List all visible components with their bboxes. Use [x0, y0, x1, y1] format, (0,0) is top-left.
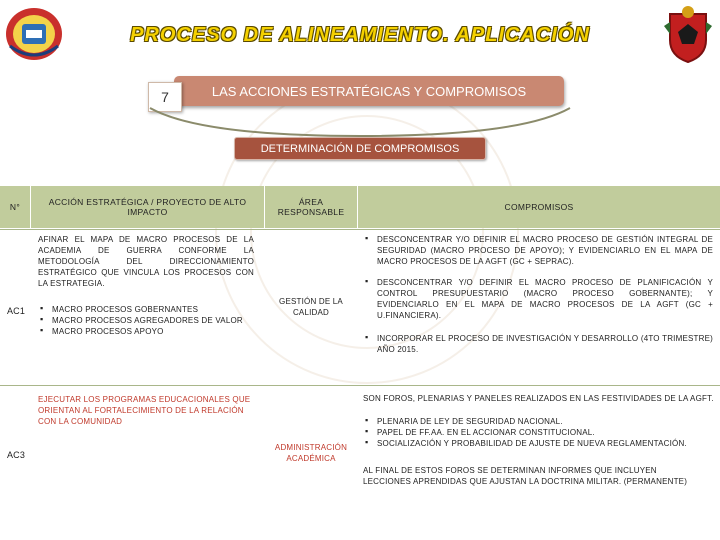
- commitments-intro: SON FOROS, PLENARIAS Y PANELES REALIZADOS EN LAS FESTIVIDADES DE LA AGFT.: [363, 394, 714, 403]
- list-item: ▪ MACRO PROCESOS APOYO: [38, 326, 258, 337]
- column-header-commitments: COMPROMISOS: [358, 186, 720, 228]
- column-header-area: ÁREA RESPONSABLE: [265, 186, 357, 228]
- list-item: ▪ PAPEL DE FF.AA. EN EL ACCIONAR CONSTITUCIONAL.: [363, 427, 713, 438]
- sub-banner-label: DETERMINACIÓN DE COMPROMISOS: [260, 142, 460, 155]
- commitments-list: [363, 416, 713, 449]
- row-divider: [0, 385, 720, 386]
- list-item: ▪ MACRO PROCESOS GOBERNANTES: [38, 304, 258, 315]
- row-divider: [0, 229, 720, 230]
- army-shield-logo-right: [660, 4, 716, 64]
- action-text: AFINAR EL MAPA DE MACRO PROCESOS DE LA ACADEMIA DE GUERRA CONFORME LA METODOLOGÍA DEL DIRECCIONAMIENTO ESTRATÉGICO QUE VINCULA LOS PROCESOS CON LA ESTRATEGIA.: [38, 235, 254, 288]
- column-header-action: ACCIÓN ESTRATÉGICA / PROYECTO DE ALTO IMPACTO: [31, 186, 264, 228]
- area-responsible: GESTIÓN DE LA CALIDAD: [279, 297, 343, 317]
- step-banner: [174, 76, 564, 106]
- step-number: 7: [161, 89, 169, 105]
- area-responsible: ADMINISTRACIÓN ACADÉMICA: [274, 443, 348, 463]
- column-header-number: N°: [0, 186, 30, 228]
- list-item: ▪ MACRO PROCESOS AGREGADORES DE VALOR: [38, 315, 258, 326]
- row-id: AC3: [6, 450, 26, 460]
- list-item: ▪ INCORPORAR EL PROCESO DE INVESTIGACIÓN Y DESARROLLO (4TO TRIMESTRE) AÑO 2015.: [363, 333, 713, 355]
- commitments-outro: AL FINAL DE ESTOS FOROS SE DETERMINAN INFORMES QUE INCLUYEN LECCIONES APRENDIDAS QUE AJUSTAN LA DOCTRINA MILITAR. (PERMANENTE): [363, 466, 688, 486]
- list-item: ▪ SOCIALIZACIÓN Y PROBABILIDAD DE AJUSTE DE NUEVA REGLAMENTACIÓN.: [363, 438, 713, 449]
- list-item: ▪ DESCONCENTRAR Y/O DEFINIR EL MACRO PROCESO DE GESTIÓN INTEGRAL DE SEGURIDAD (MACRO PROCESO DE APOYO); Y EVIDENCIARLO EN EL MAPA DE MACRO PROCESOS DE LA AGFT (GC + SEPRAC).: [363, 234, 713, 267]
- list-item: ▪ DESCONCENTRAR Y/O DEFINIR EL MACRO PROCESO DE PLANIFICACIÓN Y CONTROL PRESUPUESTARIO (MACRO PROCESO GOBERNANTE); Y EVIDENCIARLO EN EL MAPA DE MACRO PROCESOS DE LA AGFT (GC + U.FINANCIERA).: [363, 277, 713, 321]
- step-banner-label: LAS ACCIONES ESTRATÉGICAS Y COMPROMISOS: [211, 83, 527, 99]
- row-id: AC1: [6, 306, 26, 316]
- commitments-table: [0, 186, 720, 540]
- page-title: PROCESO DE ALINEAMIENTO. APLICACIÓN: [130, 24, 590, 46]
- action-bullet-list: [38, 304, 258, 337]
- sub-banner: [234, 137, 486, 160]
- list-item: ▪ PLENARIA DE LEY DE SEGURIDAD NACIONAL.: [363, 416, 713, 427]
- commitments-list: [363, 234, 713, 355]
- action-text: EJECUTAR LOS PROGRAMAS EDUCACIONALES QUE ORIENTAN AL FORTALECIMIENTO DE LA RELACIÓN CON LA COMUNIDAD: [38, 395, 251, 426]
- academy-logo-left: [4, 6, 64, 62]
